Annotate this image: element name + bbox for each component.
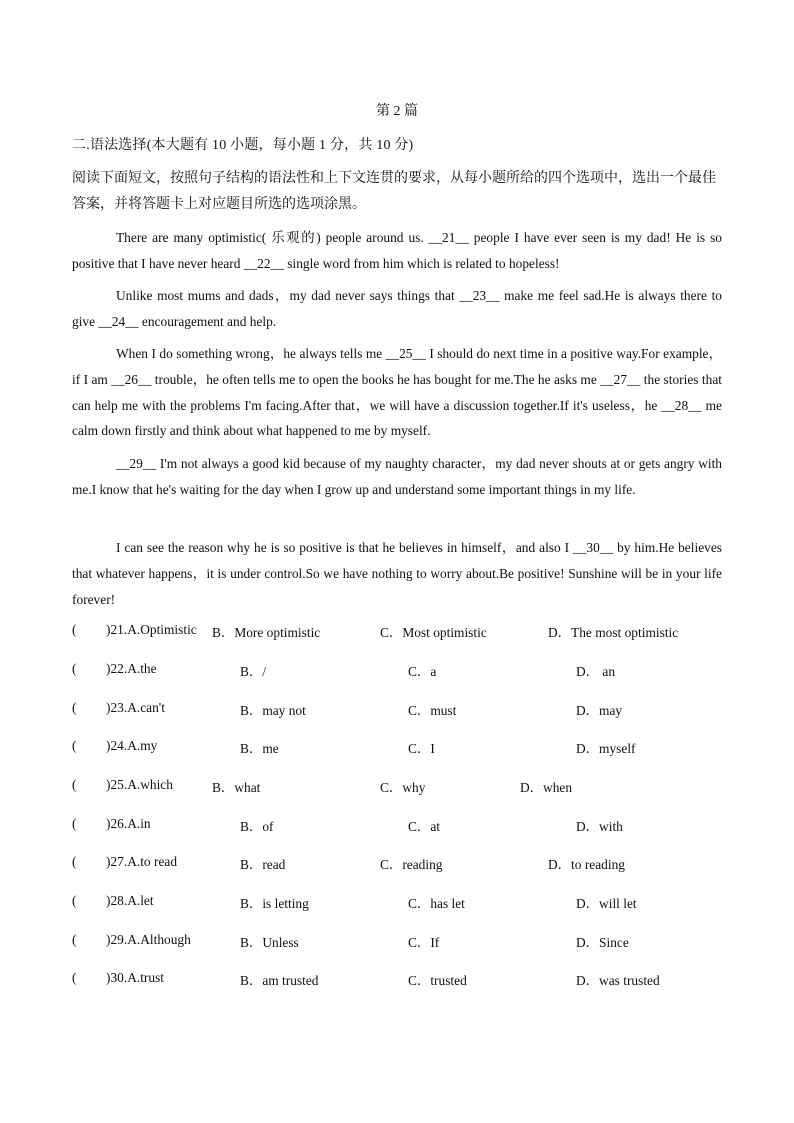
question-stem: )29.A.Although [106,932,191,947]
option-b: B．More optimistic [212,625,321,640]
option-c: C．I [408,741,435,756]
option-c: C．why [380,780,426,795]
option-b: B．/ [240,664,267,679]
question-stem: )26.A.in [106,816,151,831]
question-row [72,932,722,952]
option-d: D． an [576,664,616,679]
option-c: C．If [408,935,440,950]
answer-paren: ( [72,777,77,792]
option-d: D．to reading [548,857,625,872]
question-stem: )30.A.trust [106,970,165,985]
option-d: D．Since [576,935,629,950]
option-d: D．was trusted [576,973,660,988]
question-row [72,700,722,720]
question-row [72,661,722,681]
question-row [72,970,722,990]
question-stem: )23.A.can't [106,700,165,715]
question-row [72,777,722,797]
answer-paren: ( [72,816,77,831]
question-row [72,893,722,913]
option-c: C．trusted [408,973,467,988]
option-d: D．myself [576,741,636,756]
answer-paren: ( [72,854,77,869]
passage-paragraph-3: When I do something wrong，he always tells me __25__ I should do next time in a positive way.For example，if I am __26__ trouble，he often tells me to open the books he has bought for me.The he asks me __27__ the stories that can help me with the problems I'm facing.After that，we will have a discussion together.If it's useless，he __28__ me calm down firstly and think about what happened to me by myself. [72,346,722,439]
question-stem: )22.A.the [106,661,157,676]
option-c: C．must [408,703,457,718]
answer-paren: ( [72,970,77,985]
option-d: D．will let [576,896,637,911]
option-c: C．has let [408,896,465,911]
question-row [72,854,722,874]
passage-paragraph-4: __29__ I'm not always a good kid because of my naughty character，my dad never shouts at or gets angry with me.I know that he's waiting for the day when I grow up and understand some important things in my life. [72,456,722,497]
passage-paragraph-5: I can see the reason why he is so positive is that he believes in himself，and also I __30__ by him.He believes that whatever happens，it is under control.So we have nothing to worry about.Be positive! Sunshine will be in your life forever! [72,540,722,607]
option-b: B．am trusted [240,973,319,988]
question-row [72,622,722,642]
option-d: D．when [520,780,573,795]
passage-paragraph-1: There are many optimistic( 乐观的) people around us. __21__ people I have ever seen is my dad! He is so positive that I have never heard __22__ single word from him which is related to hopeless! [72,230,722,271]
page-title: 第 2 篇 [376,104,418,119]
option-b: B．read [240,857,286,872]
instructions: 阅读下面短文，按照句子结构的语法性和上下文连贯的要求，从每小题所给的四个选项中，选出一个最佳答案，并将答题卡上对应题目所选的选项涂黑。 [72,171,716,212]
question-row [72,816,722,836]
answer-paren: ( [72,700,77,715]
option-b: B．is letting [240,896,309,911]
option-d: D．may [576,703,623,718]
answer-paren: ( [72,738,77,753]
option-b: B．Unless [240,935,299,950]
option-c: C．reading [380,857,443,872]
option-c: C．at [408,819,440,834]
answer-paren: ( [72,661,77,676]
question-stem: )25.A.which [106,777,173,792]
passage-paragraph-2: Unlike most mums and dads，my dad never says things that __23__ make me feel sad.He is always there to give __24__ encouragement and help. [72,288,722,329]
answer-paren: ( [72,622,77,637]
option-c: C．Most optimistic [380,625,487,640]
question-stem: )24.A.my [106,738,158,753]
section-heading: 二.语法选择(本大题有 10 小题，每小题 1 分，共 10 分) [72,138,414,153]
option-b: B．what [212,780,261,795]
question-stem: )28.A.let [106,893,154,908]
answer-paren: ( [72,893,77,908]
question-row [72,738,722,758]
answer-paren: ( [72,932,77,947]
option-b: B．may not [240,703,306,718]
option-b: B．me [240,741,279,756]
option-c: C．a [408,664,437,679]
option-d: D．with [576,819,623,834]
question-stem: )21.A.Optimistic [106,622,197,637]
question-stem: )27.A.to read [106,854,178,869]
option-b: B．of [240,819,274,834]
option-d: D．The most optimistic [548,625,679,640]
